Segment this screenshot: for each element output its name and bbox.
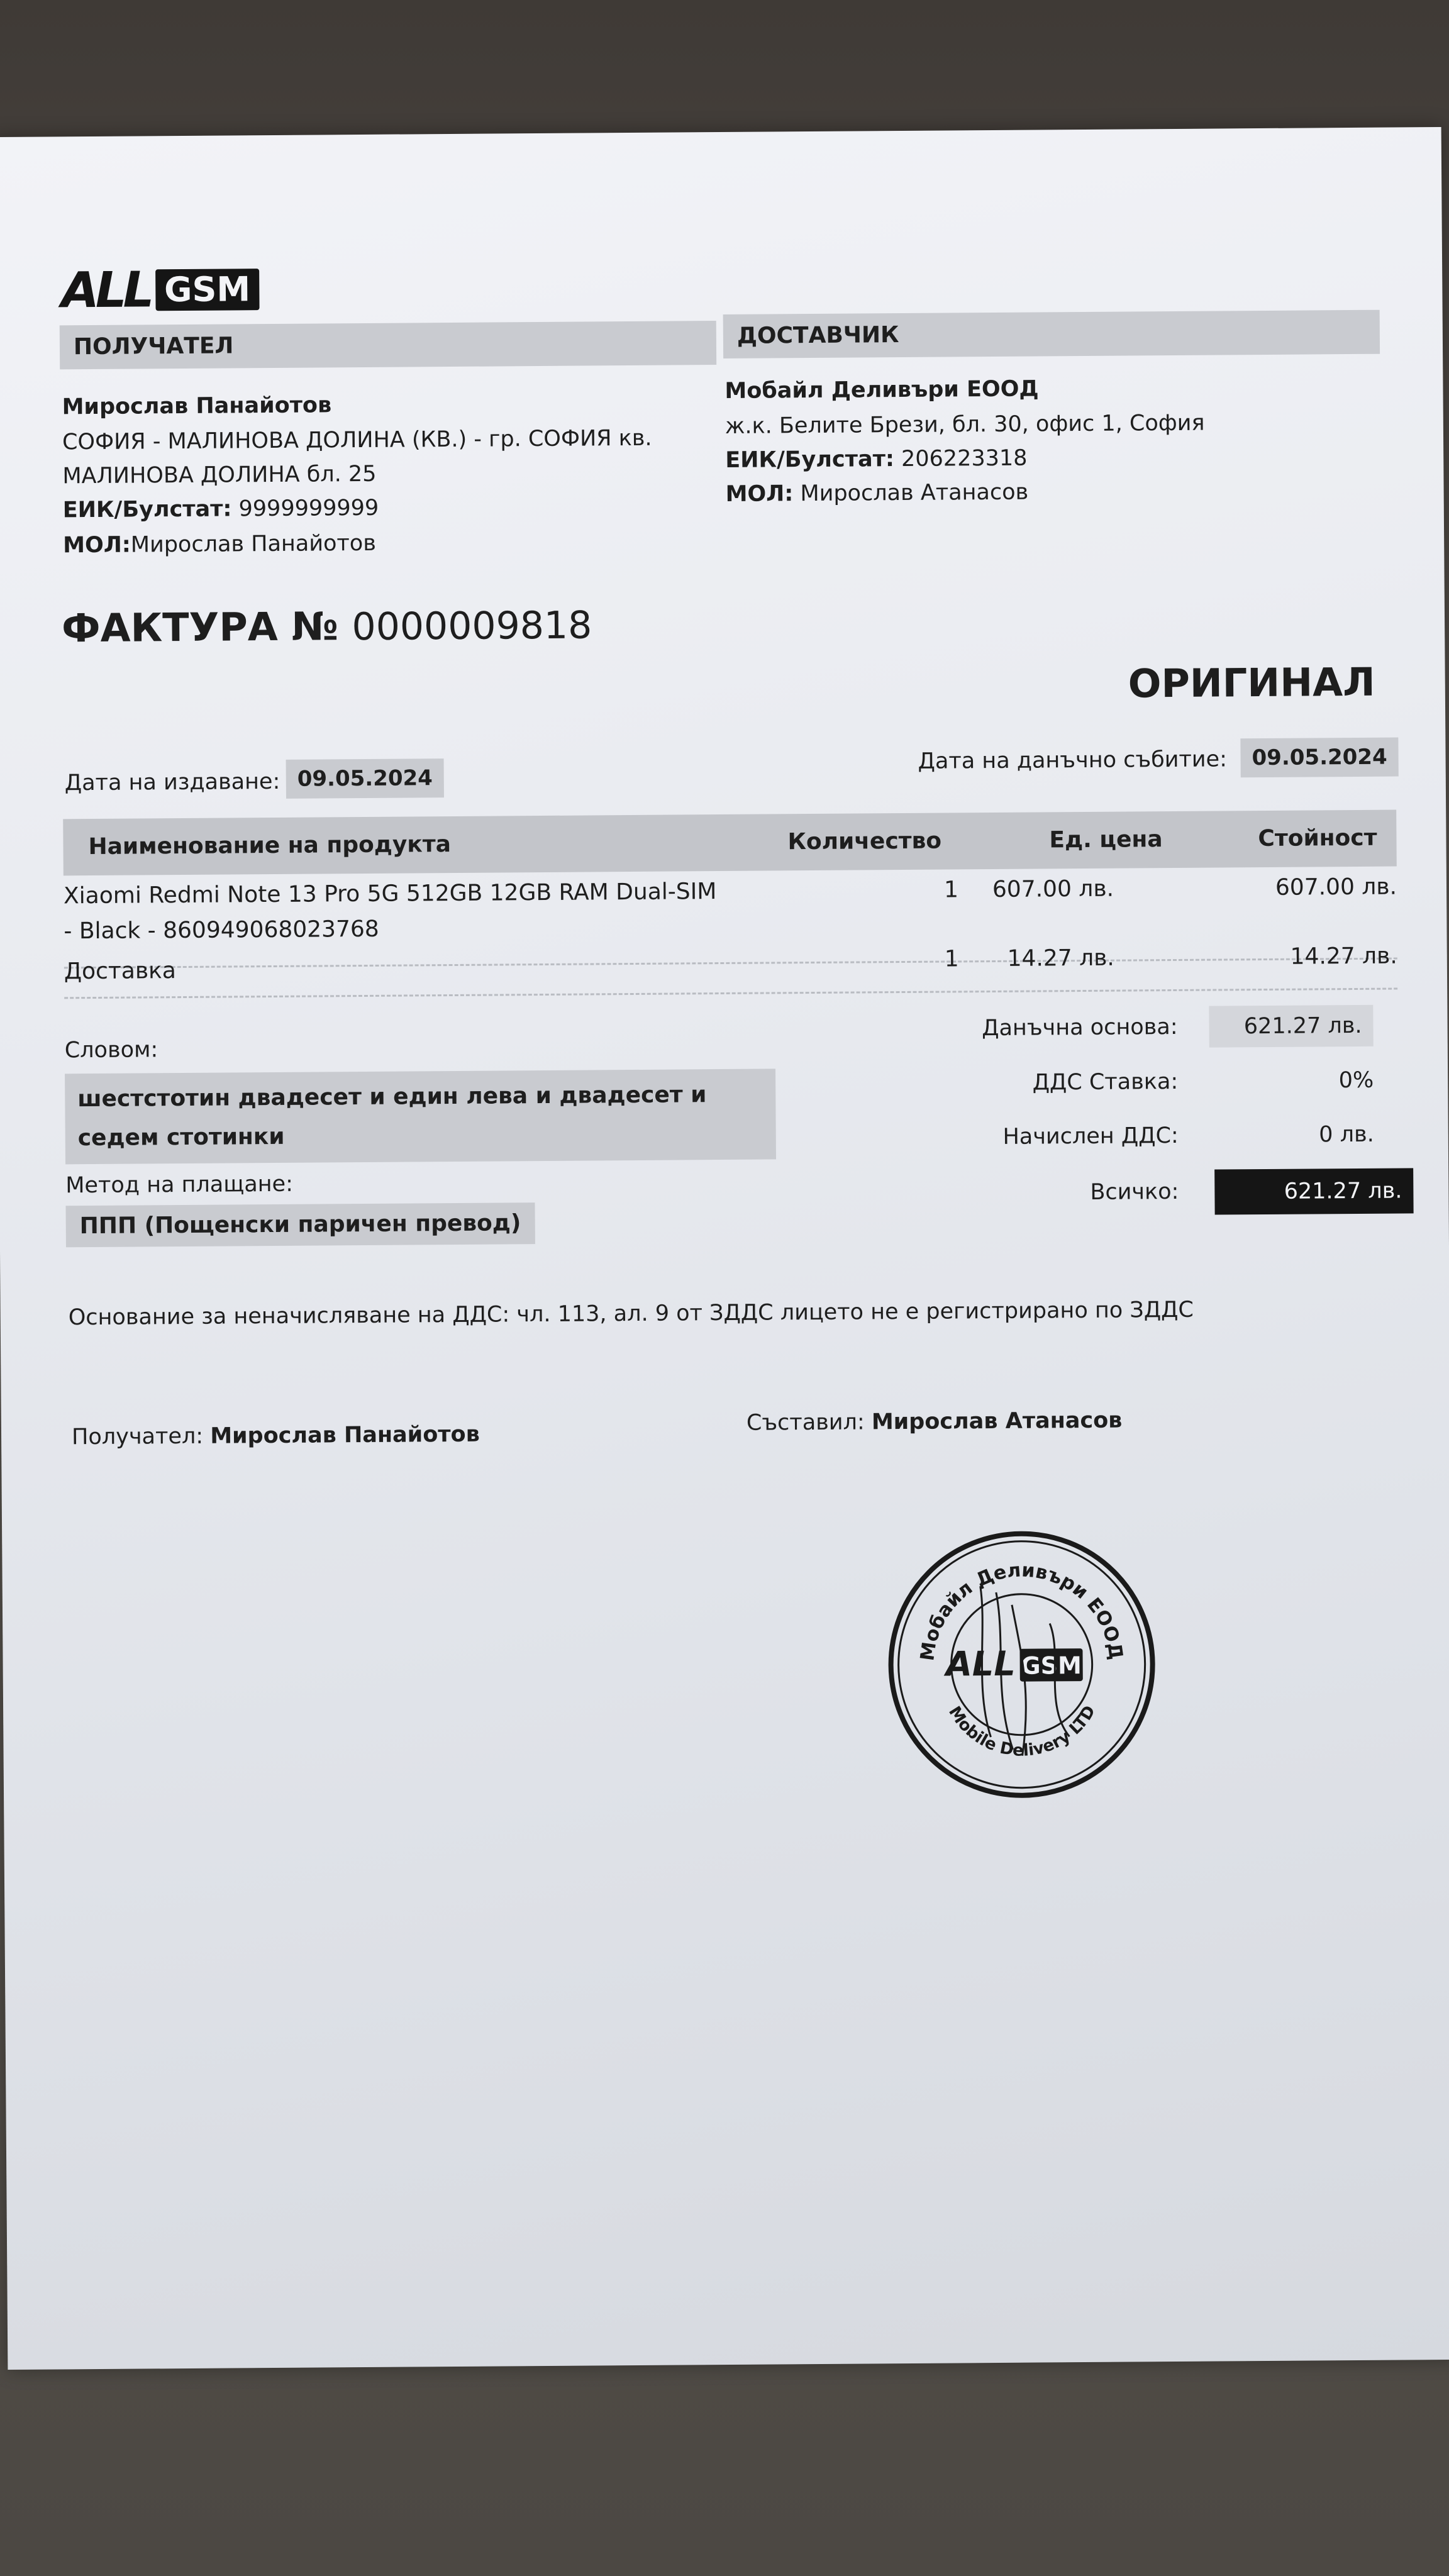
total-label: Всичко: [1090, 1179, 1179, 1205]
vat-exemption-note: Основание за неначисляване на ДДС: чл. 113, ал. 9 от ЗДДС лицето не е регистрирано по ЗДДС [68, 1297, 1194, 1331]
tax-event-date-label: Дата на данъчно събитие: [918, 747, 1228, 774]
composer-signature [747, 1403, 1123, 1441]
tax-base-value: 621.27 лв. [1209, 1005, 1373, 1048]
recipient-signature [72, 1417, 480, 1455]
table-row [64, 945, 1398, 1011]
row-name-line2: - Black - 860949068023768 [64, 916, 379, 945]
row-divider [64, 988, 1397, 999]
stamp-logo-all: ALL [945, 1643, 1016, 1684]
row-name-line1: Доставка [64, 958, 177, 985]
supplier-eik-label: ЕИК/Булстат: [725, 447, 895, 473]
vat-rate-label: ДДС Ставка: [1032, 1069, 1179, 1096]
vat-rate-value: 0% [1338, 1067, 1374, 1094]
payment-method-value: ППП (Пощенски паричен превод) [66, 1202, 535, 1247]
supplier-address: ж.к. Белите Брези, бл. 30, офис 1, София [724, 410, 1205, 439]
row-unit-price: 14.27 лв. [1007, 945, 1114, 972]
tax-base-label: Данъчна основа: [982, 1014, 1178, 1041]
row-qty: 1 [943, 877, 959, 903]
amount-in-words [65, 1069, 776, 1164]
items-table-header [63, 810, 1397, 876]
composer-signature-name: Мирослав Атанасов [871, 1407, 1123, 1435]
header-quantity: Количество [787, 828, 942, 855]
logo-all-text: ALL [61, 262, 151, 319]
supplier-eik [725, 441, 1028, 478]
copy-type-label: ОРИГИНАЛ [1128, 658, 1375, 707]
amount-in-words-line2: седем стотинки [77, 1123, 285, 1152]
supplier-mol [725, 475, 1028, 512]
recipient-signature-name: Мирослав Панайотов [210, 1421, 480, 1449]
recipient-mol-value: Мирослав Панайотов [130, 530, 377, 558]
recipient-mol [63, 526, 376, 563]
allgsm-logo [61, 262, 259, 319]
row-value: 14.27 лв. [1290, 943, 1397, 970]
recipient-eik-value: 9999999999 [238, 495, 379, 522]
supplier-eik-value: 206223318 [901, 445, 1028, 472]
recipient-heading: ПОЛУЧАТЕЛ [60, 321, 716, 369]
stamp-bottom-text: Mobile Delivery LTD [945, 1702, 1100, 1760]
company-stamp [886, 1528, 1158, 1801]
invoice-title [62, 601, 592, 651]
row-name-line1: Xiaomi Redmi Note 13 Pro 5G 512GB 12GB RAM Dual-SIM [63, 879, 717, 909]
row-unit-price: 607.00 лв. [992, 875, 1114, 903]
supplier-mol-label: МОЛ: [725, 481, 794, 507]
stamp-top-text: Мобайл Деливъри ЕООД [916, 1559, 1127, 1662]
header-unit-price: Ед. цена [1049, 826, 1163, 853]
issue-date-value: 09.05.2024 [286, 758, 445, 799]
total-value: 621.27 лв. [1214, 1168, 1413, 1214]
header-value: Стойност [1258, 824, 1377, 852]
recipient-name: Мирослав Панайотов [62, 392, 332, 420]
vat-amount-label: Начислен ДДС: [1002, 1123, 1179, 1150]
recipient-mol-label: МОЛ: [63, 532, 131, 558]
words-label: Словом: [64, 1037, 158, 1063]
invoice-number: 0000009818 [352, 603, 592, 650]
supplier-mol-value: Мирослав Атанасов [800, 479, 1029, 507]
recipient-signature-label: Получател: [71, 1423, 204, 1450]
recipient-eik-label: ЕИК/Булстат: [62, 496, 232, 523]
supplier-heading: ДОСТАВЧИК [723, 310, 1380, 358]
tax-event-date-value: 09.05.2024 [1240, 738, 1399, 778]
composer-signature-label: Съставил: [746, 1409, 865, 1436]
vat-amount-value: 0 лв. [1319, 1121, 1374, 1148]
row-qty: 1 [944, 946, 959, 972]
recipient-address-line2: МАЛИНОВА ДОЛИНА бл. 25 [62, 461, 377, 489]
amount-in-words-line1: шестстотин двадесет и един лева и двадесет и [77, 1082, 707, 1113]
header-product-name: Наименование на продукта [88, 831, 452, 860]
invoice-sheet [0, 127, 1449, 2370]
payment-method-label: Метод на плащане: [65, 1171, 294, 1199]
logo-gsm-text: GSM [155, 269, 259, 311]
supplier-name: Мобайл Деливъри ЕООД [724, 376, 1039, 404]
invoice-title-label: ФАКТУРА № [61, 603, 339, 652]
stamp-logo-gsm: GSM [1021, 1652, 1082, 1680]
recipient-eik [63, 491, 379, 528]
row-value: 607.00 лв. [1275, 874, 1397, 901]
issue-date-label: Дата на издаване: [64, 769, 280, 796]
recipient-address-line1: СОФИЯ - МАЛИНОВА ДОЛИНА (КВ.) - гр. СОФИЯ кв. [62, 425, 652, 455]
